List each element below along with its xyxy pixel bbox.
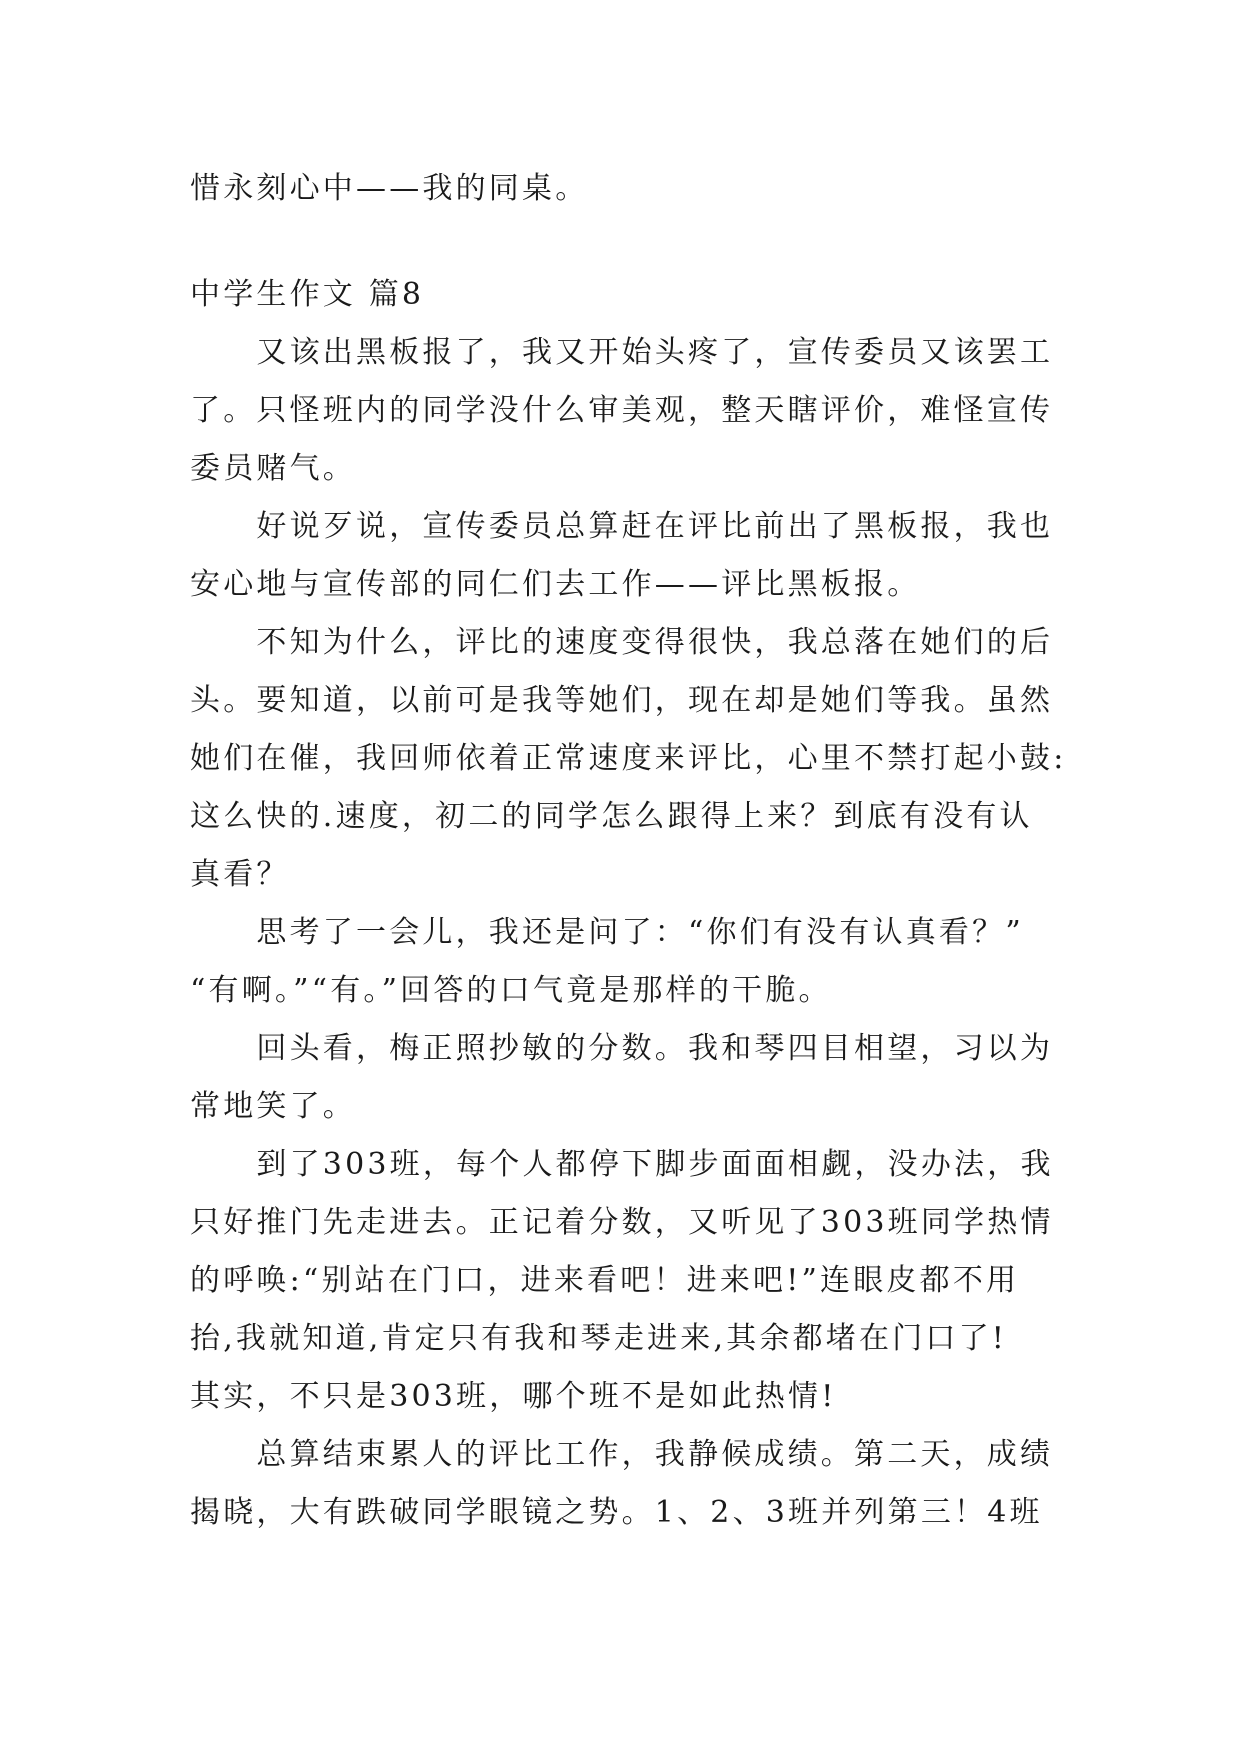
text-line: 总算结束累人的评比工作，我静候成绩。第二天，成绩 bbox=[190, 1437, 1054, 1472]
text-line: 好说歹说，宣传委员总算赶在评比前出了黑板报，我也 bbox=[190, 509, 1054, 544]
text-line: 头。要知道，以前可是我等她们，现在却是她们等我。虽然 bbox=[190, 683, 1054, 718]
text-line: 了。只怪班内的同学没什么审美观，整天瞎评价，难怪宣传 bbox=[190, 393, 1054, 428]
text-line: 揭晓，大有跌破同学眼镜之势。1、2、3班并列第三！4班 bbox=[190, 1495, 1043, 1530]
text-line: 委员赌气。 bbox=[190, 451, 356, 486]
text-line: “有啊。”“有。”回答的口气竟是那样的干脆。 bbox=[190, 973, 832, 1008]
text-line: 只好推门先走进去。正记着分数，又听见了303班同学热情 bbox=[190, 1205, 1054, 1240]
essay-body bbox=[190, 324, 1067, 1542]
text-line: 思考了一会儿，我还是问了：“你们有没有认真看？” bbox=[190, 915, 1024, 950]
text-line: 抬,我就知道,肯定只有我和琴走进来,其余都堵在门口了! bbox=[190, 1321, 1008, 1356]
text-line: 不知为什么，评比的速度变得很快，我总落在她们的后 bbox=[190, 625, 1054, 660]
text-line: 她们在催，我回师依着正常速度来评比，心里不禁打起小鼓: bbox=[190, 741, 1067, 776]
text-line: 回头看，梅正照抄敏的分数。我和琴四目相望，习以为 bbox=[190, 1031, 1054, 1066]
text-line-top: 惜永刻心中——我的同桌。 bbox=[190, 171, 589, 206]
text-line: 这么快的.速度，初二的同学怎么跟得上来？到底有没有认 bbox=[190, 799, 1033, 834]
text-line: 真看？ bbox=[190, 857, 290, 892]
text-line: 的呼唤:“别站在门口，进来看吧！进来吧!”连眼皮都不用 bbox=[190, 1263, 1020, 1298]
text-line: 其实，不只是303班，哪个班不是如此热情! bbox=[190, 1379, 837, 1414]
text-line: 常地笑了。 bbox=[190, 1089, 356, 1124]
section-heading: 中学生作文 篇8 bbox=[190, 277, 425, 312]
text-line: 安心地与宣传部的同仁们去工作——评比黑板报。 bbox=[190, 567, 921, 602]
document-page bbox=[190, 160, 1067, 1542]
text-line: 又该出黑板报了，我又开始头疼了，宣传委员又该罢工 bbox=[190, 335, 1054, 370]
text-line: 到了303班，每个人都停下脚步面面相觑，没办法，我 bbox=[190, 1147, 1054, 1182]
